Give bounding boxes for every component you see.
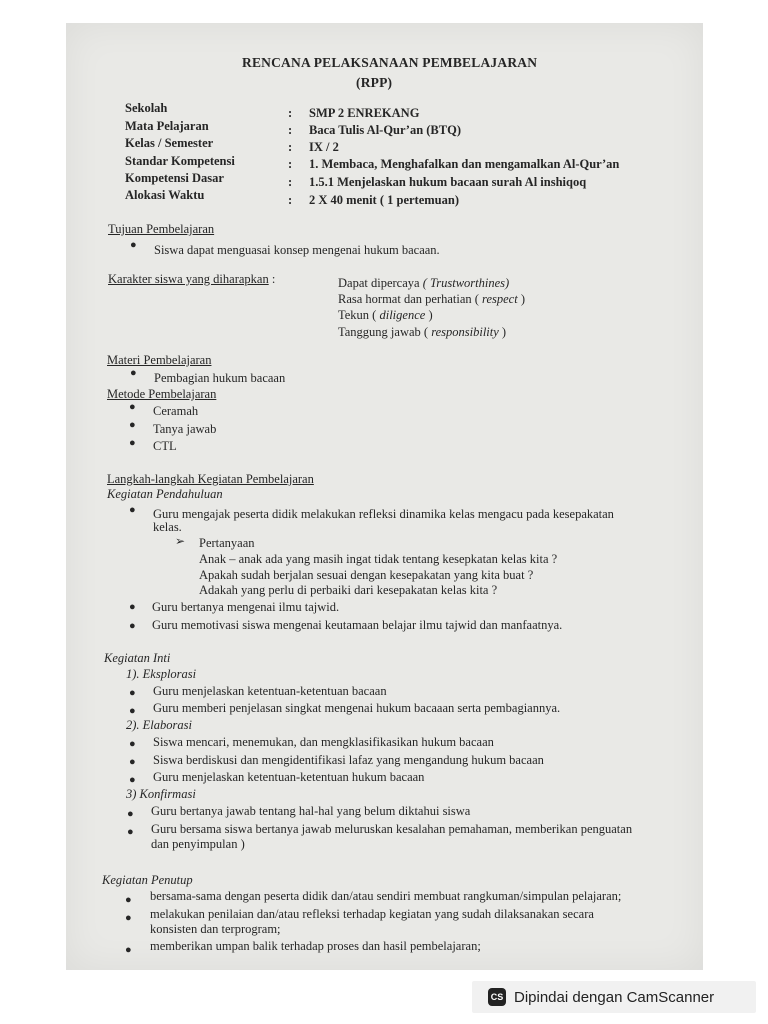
karakter-item xyxy=(338,292,525,307)
list-item-line: Guru mengajak peserta didik melakukan refleksi dinamika kelas mengacu pada kesepakatan xyxy=(153,507,614,521)
list-item: Siswa dapat menguasai konsep mengenai hukum bacaan. xyxy=(154,243,440,257)
info-label-alokasi: Alokasi Waktu xyxy=(125,188,205,202)
karakter-heading-text: Karakter siswa yang diharapkan xyxy=(108,272,269,286)
info-value-alokasi: 2 X 40 menit ( 1 pertemuan) xyxy=(309,193,459,207)
list-item: Guru bertanya mengenai ilmu tajwid. xyxy=(152,600,340,614)
bullet-icon: ● xyxy=(129,687,136,699)
list-item: Guru bertanya jawab tentang hal-hal yang belum diktahui siswa xyxy=(151,804,471,818)
document-title: RENCANA PELAKSANAAN PEMBELAJARAN xyxy=(242,55,538,70)
sub-heading-eksplorasi: 1). Eksplorasi xyxy=(126,667,197,681)
list-item: Ceramah xyxy=(153,404,199,418)
karakter-tail: ) xyxy=(501,325,507,339)
karakter-term: responsibility xyxy=(428,325,502,339)
info-label-kelas: Kelas / Semester xyxy=(125,136,214,150)
bullet-icon: ● xyxy=(129,756,136,768)
info-sep: : xyxy=(288,123,293,137)
camscanner-text: Dipindai dengan CamScanner xyxy=(514,988,715,1006)
info-label-sk: Standar Kompetensi xyxy=(125,154,235,168)
karakter-term: respect xyxy=(478,292,521,306)
list-item: Siswa mencari, menemukan, dan mengklasifikasikan hukum bacaan xyxy=(153,735,494,749)
list-item-line: Guru bersama siswa bertanya jawab meluruskan kesalahan pemahaman, memberikan penguatan xyxy=(151,822,633,836)
info-sep: : xyxy=(288,175,293,189)
bullet-icon: ● xyxy=(129,419,136,431)
bullet-icon: ● xyxy=(129,437,136,449)
info-value-mapel: Baca Tulis Al-Qur’an (BTQ) xyxy=(309,123,461,137)
bullet-icon: ● xyxy=(125,944,132,956)
section-heading-langkah: Langkah-langkah Kegiatan Pembelajaran xyxy=(107,472,314,486)
info-sep: : xyxy=(288,157,293,171)
info-sep: : xyxy=(288,106,293,120)
section-heading-metode: Metode Pembelajaran xyxy=(107,387,217,401)
question-line: Apakah sudah berjalan sesuai dengan kesepakatan yang kita buat ? xyxy=(199,568,534,582)
karakter-heading-colon: : xyxy=(268,272,276,286)
karakter-tail: ) xyxy=(520,292,525,306)
bullet-icon: ● xyxy=(125,894,132,906)
info-value-kd: 1.5.1 Menjelaskan hukum bacaan surah Al inshiqoq xyxy=(309,175,587,189)
list-item-line: melakukan penilaian dan/atau refleksi terhadap kegiatan yang sudah dilaksanakan secara xyxy=(150,907,594,921)
list-item: CTL xyxy=(153,439,177,453)
list-item: Guru menjelaskan ketentuan-ketentuan bacaan xyxy=(153,684,387,698)
info-label-kd: Kompetensi Dasar xyxy=(125,171,224,185)
bullet-icon: ● xyxy=(129,705,136,717)
list-item: Guru memberi penjelasan singkat mengenai hukum bacaaan serta pembagiannya. xyxy=(153,701,561,715)
info-sep: : xyxy=(288,140,293,154)
section-heading-materi: Materi Pembelajaran xyxy=(107,353,212,367)
info-value-kelas: IX / 2 xyxy=(309,140,339,154)
list-item: Siswa berdiskusi dan mengidentifikasi lafaz yang mengandung hukum bacaan xyxy=(153,753,544,767)
karakter-term: ( Trustworthines) xyxy=(422,276,510,290)
info-sep: : xyxy=(288,193,293,207)
sub-heading-konfirmasi: 3) Konfirmasi xyxy=(126,787,196,801)
list-item-line: konsisten dan terprogram; xyxy=(150,922,281,936)
bullet-icon: ● xyxy=(129,401,136,413)
list-item: Pembagian hukum bacaan xyxy=(154,371,286,385)
subsection-heading-inti: Kegiatan Inti xyxy=(104,651,171,665)
karakter-term: diligence xyxy=(376,308,429,322)
camscanner-watermark xyxy=(472,981,756,1013)
subsection-heading-pendahuluan: Kegiatan Pendahuluan xyxy=(107,487,223,501)
karakter-tail: ) xyxy=(428,308,433,322)
karakter-item xyxy=(338,325,506,340)
section-heading-tujuan: Tujuan Pembelajaran xyxy=(108,222,215,236)
scanned-page xyxy=(66,23,703,970)
list-item: Guru memotivasi siswa mengenai keutamaan belajar ilmu tajwid dan manfaatnya. xyxy=(152,618,563,632)
sub-heading-elaborasi: 2). Elaborasi xyxy=(126,718,192,732)
document-subtitle: (RPP) xyxy=(356,75,393,90)
subsection-heading-penutup: Kegiatan Penutup xyxy=(102,873,193,887)
bullet-icon: ● xyxy=(129,738,136,750)
question-line: Adakah yang perlu di perbaiki dari kesepakatan kelas kita ? xyxy=(199,583,498,597)
list-item: memberikan umpan balik terhadap proses dan hasil pembelajaran; xyxy=(150,939,481,953)
karakter-text: Rasa hormat dan perhatian ( xyxy=(338,292,479,306)
arrow-bullet-icon: ➢ xyxy=(175,534,186,548)
question-line: Anak – anak ada yang masih ingat tidak tentang kesepkatan kelas kita ? xyxy=(199,552,558,566)
info-value-sekolah: SMP 2 ENREKANG xyxy=(309,106,420,120)
bullet-icon: ● xyxy=(129,601,136,613)
karakter-text: Dapat dipercaya xyxy=(338,276,420,290)
list-item: Tanya jawab xyxy=(153,422,217,436)
bullet-icon: ● xyxy=(130,239,137,251)
bullet-icon: ● xyxy=(127,826,134,838)
info-label-sekolah: Sekolah xyxy=(125,101,168,115)
karakter-text: Tekun ( xyxy=(338,308,377,322)
list-item: bersama-sama dengan peserta didik dan/atau sendiri membuat rangkuman/simpulan pelajaran; xyxy=(150,889,622,903)
karakter-text: Tanggung jawab ( xyxy=(338,325,429,339)
camscanner-logo-icon: CS xyxy=(488,988,506,1006)
bullet-icon: ● xyxy=(125,912,132,924)
bullet-icon: ● xyxy=(127,808,134,820)
bullet-icon: ● xyxy=(129,774,136,786)
karakter-item xyxy=(338,276,509,291)
info-label-mapel: Mata Pelajaran xyxy=(125,119,209,133)
list-item: Guru menjelaskan ketentuan-ketentuan hukum bacaan xyxy=(153,770,425,784)
bullet-icon: ● xyxy=(129,620,136,632)
section-heading-karakter xyxy=(108,272,275,287)
bullet-icon: ● xyxy=(129,504,136,516)
list-item-line: dan penyimpulan ) xyxy=(151,837,245,851)
list-item-line: kelas. xyxy=(153,520,182,534)
bullet-icon: ● xyxy=(130,367,137,379)
info-value-sk: 1. Membaca, Menghafalkan dan mengamalkan Al-Qur’an xyxy=(309,157,620,171)
karakter-item xyxy=(338,308,433,323)
sub-heading-pertanyaan: Pertanyaan xyxy=(199,536,255,550)
